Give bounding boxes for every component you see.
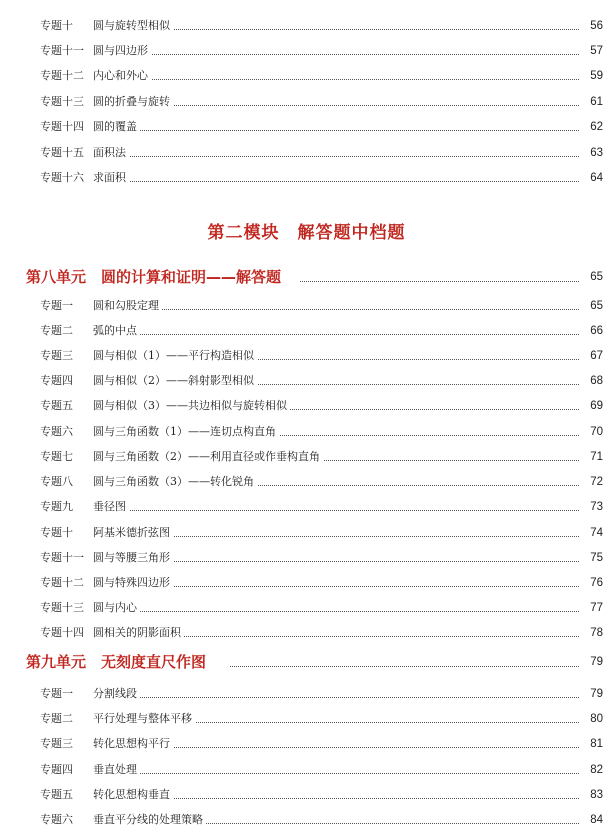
entry-title: 垂直平分线的处理策略 bbox=[93, 810, 206, 830]
entry-title: 圆与三角函数（1）——连切点构直角 bbox=[93, 422, 279, 442]
entry-title: 内心和外心 bbox=[93, 66, 151, 86]
leader-dots bbox=[130, 798, 581, 799]
unit-page: 65 bbox=[579, 265, 603, 289]
toc-entry bbox=[0, 523, 613, 543]
entry-page: 72 bbox=[579, 472, 603, 492]
toc-entry bbox=[0, 346, 613, 366]
entry-title: 转化思想构平行 bbox=[93, 734, 173, 754]
toc-entry bbox=[0, 447, 613, 467]
entry-number: 专题九 bbox=[40, 500, 73, 513]
entry-page: 67 bbox=[579, 346, 603, 366]
entry-number: 专题十三 bbox=[40, 95, 84, 108]
toc-entry bbox=[0, 168, 613, 188]
entry-number: 专题十一 bbox=[40, 44, 84, 57]
entry-page: 61 bbox=[579, 92, 603, 112]
entry-number: 专题六 bbox=[40, 813, 73, 826]
toc-entry bbox=[0, 92, 613, 112]
entry-page: 63 bbox=[579, 143, 603, 163]
toc-entry bbox=[0, 573, 613, 593]
toc-entry bbox=[0, 810, 613, 830]
entry-title: 圆与等腰三角形 bbox=[93, 548, 173, 568]
entry-title: 垂直处理 bbox=[93, 760, 140, 780]
unit-title: 第九单元 无刻度直尺作图 bbox=[26, 650, 209, 674]
leader-dots bbox=[130, 536, 581, 537]
entry-title: 圆的折叠与旋转 bbox=[93, 92, 173, 112]
toc-entry bbox=[0, 143, 613, 163]
entry-number: 专题十二 bbox=[40, 576, 84, 589]
entry-page: 66 bbox=[579, 321, 603, 341]
entry-page: 70 bbox=[579, 422, 603, 442]
leader-dots bbox=[130, 130, 581, 131]
toc-entry bbox=[0, 785, 613, 805]
toc-entry bbox=[0, 66, 613, 86]
leader-dots bbox=[130, 586, 581, 587]
toc-entry bbox=[0, 296, 613, 316]
leader-dots bbox=[130, 611, 581, 612]
entry-number: 专题二 bbox=[40, 324, 73, 337]
entry-title: 圆与内心 bbox=[93, 598, 140, 618]
entry-page: 59 bbox=[579, 66, 603, 86]
entry-number: 专题三 bbox=[40, 349, 73, 362]
entry-page: 68 bbox=[579, 371, 603, 391]
toc-entry bbox=[0, 117, 613, 137]
toc-entry bbox=[0, 684, 613, 704]
entry-number: 专题十 bbox=[40, 526, 73, 539]
entry-page: 84 bbox=[579, 810, 603, 830]
entry-title: 平行处理与整体平移 bbox=[93, 709, 195, 729]
entry-number: 专题十六 bbox=[40, 171, 84, 184]
toc-entry bbox=[0, 497, 613, 517]
entry-page: 71 bbox=[579, 447, 603, 467]
entry-title: 分割线段 bbox=[93, 684, 140, 704]
entry-number: 专题十四 bbox=[40, 626, 84, 639]
entry-number: 专题四 bbox=[40, 374, 73, 387]
toc-entry bbox=[0, 16, 613, 36]
toc-entry bbox=[0, 709, 613, 729]
toc-entry bbox=[0, 396, 613, 416]
entry-number: 专题七 bbox=[40, 450, 73, 463]
leader-dots bbox=[130, 636, 581, 637]
leader-dots bbox=[230, 666, 581, 667]
toc-entry bbox=[0, 41, 613, 61]
leader-dots bbox=[130, 156, 581, 157]
toc-entry bbox=[0, 422, 613, 442]
leader-dots bbox=[130, 29, 581, 30]
entry-number: 专题一 bbox=[40, 299, 73, 312]
entry-number: 专题十一 bbox=[40, 551, 84, 564]
unit-title: 第八单元 圆的计算和证明——解答题 bbox=[26, 265, 284, 289]
toc-entry bbox=[0, 760, 613, 780]
entry-title: 垂径图 bbox=[93, 497, 129, 517]
toc-entry bbox=[0, 623, 613, 643]
entry-page: 62 bbox=[579, 117, 603, 137]
leader-dots bbox=[130, 181, 581, 182]
leader-dots bbox=[130, 722, 581, 723]
leader-dots bbox=[130, 561, 581, 562]
leader-dots bbox=[130, 54, 581, 55]
entry-number: 专题十五 bbox=[40, 146, 84, 159]
entry-number: 专题三 bbox=[40, 737, 73, 750]
leader-dots bbox=[130, 334, 581, 335]
leader-dots bbox=[130, 773, 581, 774]
entry-title: 面积法 bbox=[93, 143, 129, 163]
unit-heading bbox=[0, 265, 613, 289]
entry-page: 74 bbox=[579, 523, 603, 543]
entry-title: 圆与相似（1）——平行构造相似 bbox=[93, 346, 257, 366]
entry-number: 专题二 bbox=[40, 712, 73, 725]
entry-page: 73 bbox=[579, 497, 603, 517]
module-title: 第二模块 解答题中档题 bbox=[207, 223, 406, 243]
entry-title: 圆与旋转型相似 bbox=[93, 16, 173, 36]
entry-number: 专题一 bbox=[40, 687, 73, 700]
entry-page: 76 bbox=[579, 573, 603, 593]
entry-number: 专题五 bbox=[40, 788, 73, 801]
entry-page: 56 bbox=[579, 16, 603, 36]
entry-title: 圆的覆盖 bbox=[93, 117, 140, 137]
entry-page: 65 bbox=[579, 296, 603, 316]
leader-dots bbox=[130, 79, 581, 80]
entry-title: 圆与相似（2）——斜射影型相似 bbox=[93, 371, 257, 391]
entry-number: 专题十四 bbox=[40, 120, 84, 133]
entry-page: 81 bbox=[579, 734, 603, 754]
entry-page: 83 bbox=[579, 785, 603, 805]
entry-title: 圆与特殊四边形 bbox=[93, 573, 173, 593]
entry-page: 75 bbox=[579, 548, 603, 568]
leader-dots bbox=[130, 309, 581, 310]
entry-title: 圆和勾股定理 bbox=[93, 296, 162, 316]
entry-number: 专题十二 bbox=[40, 69, 84, 82]
unit-heading bbox=[0, 650, 613, 674]
entry-number: 专题十 bbox=[40, 19, 73, 32]
entry-page: 69 bbox=[579, 396, 603, 416]
entry-number: 专题四 bbox=[40, 763, 73, 776]
toc-entry bbox=[0, 472, 613, 492]
entry-page: 78 bbox=[579, 623, 603, 643]
leader-dots bbox=[130, 697, 581, 698]
entry-number: 专题五 bbox=[40, 399, 73, 412]
toc-entry bbox=[0, 598, 613, 618]
unit-page: 79 bbox=[579, 650, 603, 674]
leader-dots bbox=[300, 281, 581, 282]
entry-title: 圆相关的阴影面积 bbox=[93, 623, 184, 643]
leader-dots bbox=[130, 105, 581, 106]
toc-entry bbox=[0, 371, 613, 391]
leader-dots bbox=[130, 747, 581, 748]
entry-page: 77 bbox=[579, 598, 603, 618]
entry-title: 圆与相似（3）——共边相似与旋转相似 bbox=[93, 396, 290, 416]
entry-number: 专题六 bbox=[40, 425, 73, 438]
toc-entry bbox=[0, 321, 613, 341]
entry-title: 圆与三角函数（2）——利用直径或作垂构直角 bbox=[93, 447, 323, 467]
entry-page: 80 bbox=[579, 709, 603, 729]
entry-number: 专题八 bbox=[40, 475, 73, 488]
entry-title: 转化思想构垂直 bbox=[93, 785, 173, 805]
entry-title: 圆与四边形 bbox=[93, 41, 151, 61]
entry-page: 79 bbox=[579, 684, 603, 704]
entry-page: 57 bbox=[579, 41, 603, 61]
entry-page: 82 bbox=[579, 760, 603, 780]
entry-page: 64 bbox=[579, 168, 603, 188]
entry-title: 求面积 bbox=[93, 168, 129, 188]
entry-number: 专题十三 bbox=[40, 601, 84, 614]
entry-title: 阿基米德折弦图 bbox=[93, 523, 173, 543]
entry-title: 圆与三角函数（3）——转化锐角 bbox=[93, 472, 257, 492]
entry-title: 弧的中点 bbox=[93, 321, 140, 341]
toc-entry bbox=[0, 734, 613, 754]
leader-dots bbox=[130, 510, 581, 511]
toc-entry bbox=[0, 548, 613, 568]
